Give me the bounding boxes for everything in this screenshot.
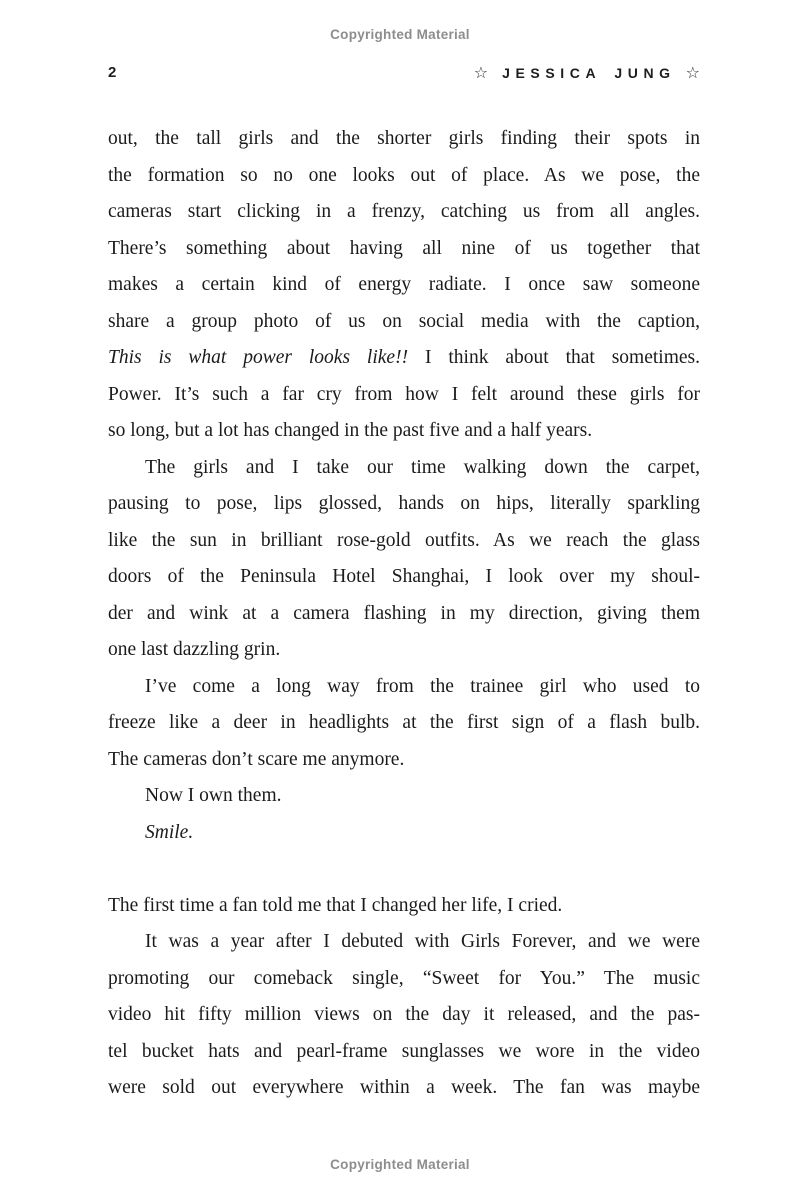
body-line — [108, 888, 700, 925]
body-line — [108, 924, 700, 961]
body-text-segment: This is what power looks like!! — [108, 347, 409, 368]
body-line — [108, 1070, 700, 1107]
body-line — [108, 778, 700, 815]
body-text-segment: The cameras don’t scare me anymore. — [108, 748, 405, 770]
body-line — [108, 705, 700, 742]
body-text-segment: tel bucket hats and pearl-frame sunglasses we wore in the video — [108, 1040, 700, 1062]
copyright-top-label: Copyrighted Material — [330, 27, 470, 42]
body-text-segment: cameras start clicking in a frenzy, catching us from all angles. — [108, 201, 700, 222]
running-header-title: JESSICA JUNG — [502, 64, 676, 81]
body-text-segment: der and wink at a camera flashing in my direction, giving them — [108, 602, 700, 624]
body-line — [108, 961, 700, 998]
page-header — [108, 64, 700, 81]
body-text-segment: pausing to pose, lips glossed, hands on hips, literally sparkling — [108, 493, 700, 514]
page-number: 2 — [108, 64, 117, 81]
body-text-segment: out, the tall girls and the shorter girls finding their spots in — [108, 128, 700, 149]
body-line — [108, 632, 700, 669]
body-line — [108, 815, 700, 852]
body-line — [108, 340, 700, 377]
body-text-segment: Smile. — [145, 821, 194, 843]
body-text-segment: I think about that sometimes. — [408, 347, 700, 368]
body-line — [108, 158, 700, 195]
body-text-segment: It was a year after I debuted with Girls Forever, and we were — [145, 931, 700, 952]
body-text-segment: Power. It’s such a far cry from how I felt around these girls for — [108, 383, 700, 405]
body-line — [108, 267, 700, 304]
body-line — [108, 742, 700, 779]
copyright-bottom-label: Copyrighted Material — [330, 1157, 470, 1172]
body-line — [108, 413, 700, 450]
body-line — [108, 121, 700, 158]
body-line — [108, 997, 700, 1034]
body-text-segment: so long, but a lot has changed in the past five and a half years. — [108, 420, 593, 441]
body-text-segment: freeze like a deer in headlights at the first sign of a flash bulb. — [108, 712, 700, 733]
body-line — [108, 523, 700, 560]
body-text-segment: the formation so no one looks out of place. As we pose, the — [108, 164, 700, 186]
body-text-segment: doors of the Peninsula Hotel Shanghai, I look over my shoul- — [108, 566, 700, 587]
body-text-segment: The first time a fan told me that I changed her life, I cried. — [108, 894, 563, 916]
body-text-segment: Now I own them. — [145, 785, 282, 806]
body-line — [108, 1034, 700, 1071]
star-icon: ☆ — [685, 62, 700, 82]
body-line — [108, 596, 700, 633]
body-text-segment: promoting our comeback single, “Sweet for You.” The music — [108, 967, 700, 989]
body-text-segment: share a group photo of us on social media with the caption, — [108, 310, 700, 332]
body-text-segment: makes a certain kind of energy radiate. I once saw someone — [108, 274, 700, 295]
body-text-segment: video hit fifty million views on the day it released, and the pas- — [108, 1004, 700, 1025]
body-text-segment: were sold out everywhere within a week. The fan was maybe — [108, 1077, 700, 1098]
body-text-segment: The girls and I take our time walking down the carpet, — [145, 456, 700, 478]
body-line — [108, 486, 700, 523]
running-header — [473, 62, 700, 82]
body-line — [108, 377, 700, 414]
star-icon: ☆ — [473, 62, 489, 82]
body-line — [108, 231, 700, 268]
body-line — [108, 559, 700, 596]
body-line — [108, 194, 700, 231]
body-text-segment: There’s something about having all nine of us together that — [108, 237, 700, 259]
section-break — [108, 851, 700, 888]
body-line — [108, 450, 700, 487]
body-line — [108, 304, 700, 341]
text-block — [108, 121, 700, 1107]
body-text-segment: I’ve come a long way from the trainee girl who used to — [145, 675, 700, 697]
body-line — [108, 669, 700, 706]
body-text-segment: like the sun in brilliant rose-gold outfits. As we reach the glass — [108, 529, 700, 551]
body-text-segment: one last dazzling grin. — [108, 639, 281, 660]
